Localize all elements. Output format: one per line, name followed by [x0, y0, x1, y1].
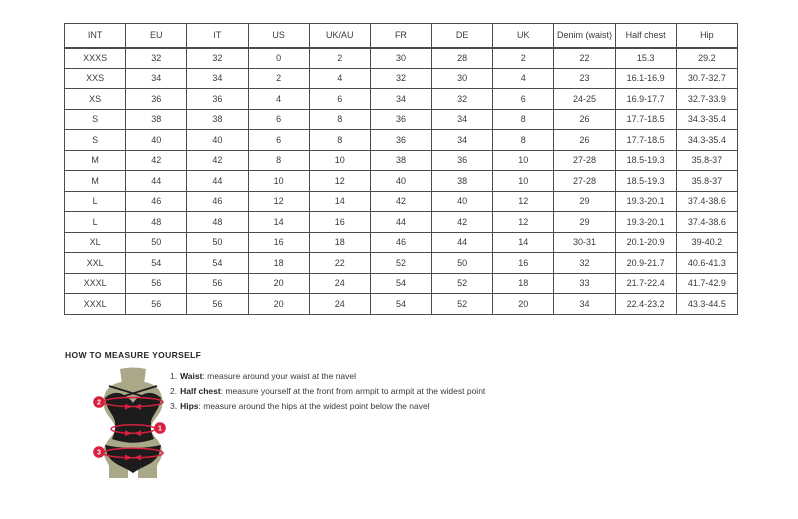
- table-cell: 8: [309, 109, 370, 130]
- table-cell: 4: [248, 89, 309, 110]
- table-cell: 20: [248, 273, 309, 294]
- column-header: IT: [187, 24, 248, 48]
- table-row: [65, 109, 738, 130]
- table-cell: 52: [432, 273, 493, 294]
- step-number: 3.: [170, 401, 178, 411]
- table-cell: 56: [126, 273, 187, 294]
- table-cell: 6: [248, 130, 309, 151]
- table-cell: 2: [248, 68, 309, 89]
- table-cell: 15.3: [615, 48, 676, 69]
- table-cell: 46: [187, 191, 248, 212]
- table-cell: 19.3-20.1: [615, 212, 676, 233]
- size-chart-table: [64, 23, 738, 315]
- table-cell: 40: [126, 130, 187, 151]
- column-header: US: [248, 24, 309, 48]
- step-number: 2.: [170, 386, 178, 396]
- table-cell: 56: [187, 273, 248, 294]
- table-cell: 36: [187, 89, 248, 110]
- table-cell: 56: [126, 294, 187, 315]
- table-cell: 46: [370, 232, 431, 253]
- table-cell: 44: [432, 232, 493, 253]
- table-cell: 38: [370, 150, 431, 171]
- table-cell: 4: [493, 68, 554, 89]
- table-cell: 32: [126, 48, 187, 69]
- table-cell: 34: [126, 68, 187, 89]
- table-cell: 12: [248, 191, 309, 212]
- table-cell: 6: [493, 89, 554, 110]
- table-cell: 50: [126, 232, 187, 253]
- table-cell: 38: [126, 109, 187, 130]
- table-cell: 16: [493, 253, 554, 274]
- table-row: [65, 68, 738, 89]
- table-cell: 24: [309, 273, 370, 294]
- table-row: [65, 212, 738, 233]
- table-cell: 20.1-20.9: [615, 232, 676, 253]
- table-row: [65, 150, 738, 171]
- column-header: UK: [493, 24, 554, 48]
- table-cell: 30.7-32.7: [676, 68, 737, 89]
- table-cell: 12: [493, 191, 554, 212]
- table-cell: 18: [248, 253, 309, 274]
- table-cell: S: [65, 109, 126, 130]
- table-cell: 34: [370, 89, 431, 110]
- table-cell: 38: [187, 109, 248, 130]
- table-cell: 34: [432, 130, 493, 151]
- table-cell: 40: [187, 130, 248, 151]
- table-cell: 30: [432, 68, 493, 89]
- table-cell: 22: [554, 48, 615, 69]
- table-cell: 8: [493, 109, 554, 130]
- table-cell: L: [65, 191, 126, 212]
- table-cell: 0: [248, 48, 309, 69]
- table-cell: 34: [554, 294, 615, 315]
- table-cell: XXXL: [65, 273, 126, 294]
- size-chart-body: [65, 48, 738, 315]
- table-cell: 19.3-20.1: [615, 191, 676, 212]
- measure-step-waist: [170, 371, 590, 386]
- table-cell: 32.7-33.9: [676, 89, 737, 110]
- table-cell: 43.3-44.5: [676, 294, 737, 315]
- marker-3-number: 3: [97, 449, 101, 457]
- measure-step-hips: [170, 401, 590, 416]
- table-cell: 54: [126, 253, 187, 274]
- table-cell: 41.7-42.9: [676, 273, 737, 294]
- table-cell: 14: [309, 191, 370, 212]
- table-row: [65, 130, 738, 151]
- measure-step-half-chest: [170, 386, 590, 401]
- table-cell: 10: [309, 150, 370, 171]
- table-cell: 8: [493, 130, 554, 151]
- table-cell: XXXL: [65, 294, 126, 315]
- table-row: [65, 89, 738, 110]
- table-cell: 50: [432, 253, 493, 274]
- table-cell: 27-28: [554, 150, 615, 171]
- table-cell: 32: [432, 89, 493, 110]
- table-row: [65, 191, 738, 212]
- column-header: INT: [65, 24, 126, 48]
- table-cell: 17.7-18.5: [615, 130, 676, 151]
- table-cell: 4: [309, 68, 370, 89]
- table-cell: 6: [248, 109, 309, 130]
- table-cell: 29: [554, 212, 615, 233]
- table-cell: 56: [187, 294, 248, 315]
- table-cell: 50: [187, 232, 248, 253]
- table-cell: 2: [493, 48, 554, 69]
- table-cell: 32: [554, 253, 615, 274]
- table-cell: 22: [309, 253, 370, 274]
- table-cell: 38: [432, 171, 493, 192]
- table-cell: 17.7-18.5: [615, 109, 676, 130]
- table-cell: 18: [309, 232, 370, 253]
- table-cell: 54: [370, 294, 431, 315]
- table-row: [65, 273, 738, 294]
- table-cell: 36: [370, 130, 431, 151]
- table-cell: 52: [370, 253, 431, 274]
- column-header: FR: [370, 24, 431, 48]
- step-text: : measure yourself at the front from armpit to armpit at the widest point: [220, 386, 486, 396]
- table-cell: 42: [432, 212, 493, 233]
- marker-1-number: 1: [158, 425, 162, 433]
- table-cell: 14: [493, 232, 554, 253]
- table-cell: 6: [309, 89, 370, 110]
- table-cell: 42: [126, 150, 187, 171]
- table-cell: L: [65, 212, 126, 233]
- table-cell: 37.4-38.6: [676, 212, 737, 233]
- table-cell: 20: [248, 294, 309, 315]
- table-cell: 52: [432, 294, 493, 315]
- table-cell: 40: [432, 191, 493, 212]
- table-cell: 20.9-21.7: [615, 253, 676, 274]
- header-row: [65, 24, 738, 48]
- table-cell: 22.4-23.2: [615, 294, 676, 315]
- table-cell: 10: [493, 150, 554, 171]
- step-number: 1.: [170, 371, 178, 381]
- table-cell: XS: [65, 89, 126, 110]
- table-cell: 18.5-19.3: [615, 150, 676, 171]
- table-cell: 48: [187, 212, 248, 233]
- table-cell: 24: [309, 294, 370, 315]
- table-cell: 16.9-17.7: [615, 89, 676, 110]
- table-cell: 16: [309, 212, 370, 233]
- table-cell: 23: [554, 68, 615, 89]
- step-text: : measure around your waist at the navel: [202, 371, 357, 381]
- table-cell: 29.2: [676, 48, 737, 69]
- table-cell: 44: [126, 171, 187, 192]
- table-cell: 12: [493, 212, 554, 233]
- table-cell: 36: [432, 150, 493, 171]
- measure-section-heading: HOW TO MEASURE YOURSELF: [65, 350, 202, 360]
- table-cell: 54: [370, 273, 431, 294]
- table-cell: 35.8-37: [676, 171, 737, 192]
- table-cell: 21.7-22.4: [615, 273, 676, 294]
- table-cell: 39-40.2: [676, 232, 737, 253]
- table-cell: 44: [370, 212, 431, 233]
- table-cell: 14: [248, 212, 309, 233]
- table-cell: XXS: [65, 68, 126, 89]
- table-cell: 44: [187, 171, 248, 192]
- table-cell: 24-25: [554, 89, 615, 110]
- size-chart-header: [65, 24, 738, 48]
- table-cell: 34: [187, 68, 248, 89]
- table-cell: 32: [187, 48, 248, 69]
- table-cell: 36: [126, 89, 187, 110]
- table-cell: 54: [187, 253, 248, 274]
- measure-steps: [170, 371, 590, 416]
- table-cell: 26: [554, 130, 615, 151]
- measurement-figure: [88, 366, 178, 480]
- table-cell: XXXS: [65, 48, 126, 69]
- table-cell: S: [65, 130, 126, 151]
- step-label: Waist: [180, 371, 203, 381]
- table-cell: 48: [126, 212, 187, 233]
- column-header: EU: [126, 24, 187, 48]
- step-text: : measure around the hips at the widest point below the navel: [198, 401, 430, 411]
- table-cell: 10: [248, 171, 309, 192]
- column-header: Half chest: [615, 24, 676, 48]
- table-cell: 18: [493, 273, 554, 294]
- table-cell: 34: [432, 109, 493, 130]
- table-cell: 34.3-35.4: [676, 130, 737, 151]
- table-row: [65, 232, 738, 253]
- table-cell: 34.3-35.4: [676, 109, 737, 130]
- table-cell: 16.1-16.9: [615, 68, 676, 89]
- table-cell: 40.6-41.3: [676, 253, 737, 274]
- table-cell: 26: [554, 109, 615, 130]
- table-cell: 36: [370, 109, 431, 130]
- table-cell: 42: [370, 191, 431, 212]
- table-cell: 33: [554, 273, 615, 294]
- column-header: Hip: [676, 24, 737, 48]
- table-cell: 16: [248, 232, 309, 253]
- table-cell: 10: [493, 171, 554, 192]
- table-cell: 30: [370, 48, 431, 69]
- step-label: Half chest: [180, 386, 221, 396]
- table-row: [65, 253, 738, 274]
- column-header: UK/AU: [309, 24, 370, 48]
- table-cell: M: [65, 150, 126, 171]
- table-cell: 35.8-37: [676, 150, 737, 171]
- table-cell: XXL: [65, 253, 126, 274]
- table-cell: M: [65, 171, 126, 192]
- table-cell: 28: [432, 48, 493, 69]
- column-header: Denim (waist): [554, 24, 615, 48]
- table-cell: 18.5-19.3: [615, 171, 676, 192]
- table-row: [65, 171, 738, 192]
- table-cell: XL: [65, 232, 126, 253]
- table-cell: 2: [309, 48, 370, 69]
- mannequin-illustration: [88, 366, 178, 480]
- table-row: [65, 48, 738, 69]
- table-cell: 46: [126, 191, 187, 212]
- table-cell: 8: [309, 130, 370, 151]
- table-cell: 27-28: [554, 171, 615, 192]
- table-cell: 42: [187, 150, 248, 171]
- step-label: Hips: [180, 401, 199, 411]
- table-row: [65, 294, 738, 315]
- table-cell: 37.4-38.6: [676, 191, 737, 212]
- column-header: DE: [432, 24, 493, 48]
- marker-2-number: 2: [97, 399, 101, 407]
- table-cell: 8: [248, 150, 309, 171]
- table-cell: 29: [554, 191, 615, 212]
- table-cell: 12: [309, 171, 370, 192]
- table-cell: 30-31: [554, 232, 615, 253]
- table-cell: 40: [370, 171, 431, 192]
- table-cell: 32: [370, 68, 431, 89]
- table-cell: 20: [493, 294, 554, 315]
